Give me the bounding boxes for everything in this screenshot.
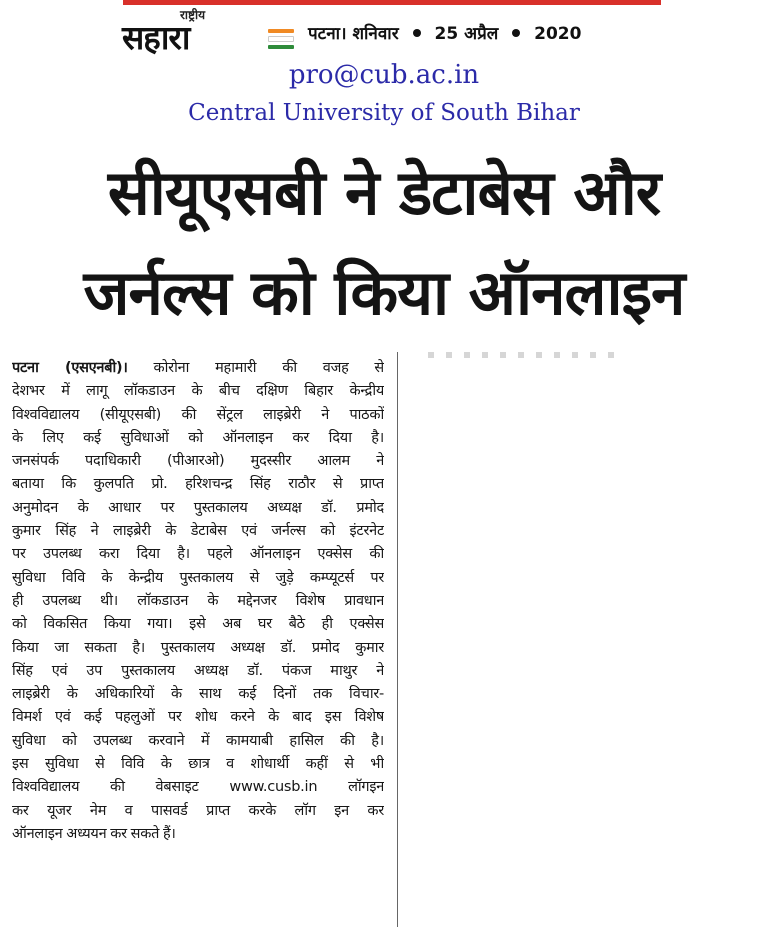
article-line: ही उपलब्ध थी। लॉकडाउन के मद्देनजर विशेष प्रावधान (12, 592, 384, 609)
article-line-text: कोरोना महामारी की वजह से (127, 360, 384, 376)
tricolor-stripes-icon (268, 29, 294, 47)
article-line: इस सुविधा से विवि के छात्र व शोधार्थी कहीं से भी (12, 756, 384, 773)
article-line: सिंह एवं उप पुस्तकालय अध्यक्ष डॉ. पंकज माथुर ने (12, 662, 384, 679)
article-line: देशभर में लागू लॉकडाउन के बीच दक्षिण बिहार केन्द्रीय (12, 383, 384, 400)
headline-line-1: सीयूएसबी ने डेटाबेस और (107, 156, 661, 229)
stripe-saffron (268, 29, 294, 33)
article-line: ऑनलाइन अध्ययन कर सकते हैं। (12, 825, 176, 842)
article-headline (0, 143, 768, 343)
newspaper-logo (122, 6, 297, 60)
contact-email: pro@cub.ac.in (288, 60, 480, 90)
dateline-date: 25 अप्रैल (434, 24, 499, 44)
article-line: विमर्श एवं कई पहलुओं पर शोध करने के बाद इस विशेष (12, 709, 384, 726)
article-line: विश्वविद्यालय (सीयूएसबी) की सेंट्रल लाइब्रेरी ने पाठकों (12, 406, 384, 423)
article-dateline: पटना (एसएनबी)। (12, 360, 128, 376)
article-line: सुविधा को उपलब्ध करवाने में कामयाबी हासिल की है। (12, 732, 384, 749)
article-line: के लिए कई सुविधाओं को ऑनलाइन कर दिया है। (12, 429, 384, 446)
article-line: कुमार सिंह ने लाइब्रेरी के डेटाबेस एवं जर्नल्स को इंटरनेट (12, 523, 384, 540)
article-line: सुविधा विवि के केन्द्रीय पुस्तकालय से जुड़े कम्प्यूटर्स पर (12, 569, 384, 586)
logo-small-text: राष्ट्रीय (180, 8, 206, 22)
stripe-green (268, 45, 294, 49)
article-body (12, 357, 384, 846)
dateline-year: 2020 (534, 24, 582, 44)
article-line-first (12, 357, 384, 380)
dateline-day: शनिवार (352, 24, 399, 44)
bullet-icon (512, 29, 520, 37)
article-line: बताया कि कुलपति प्रो. हरिशचन्द्र सिंह राठौर से प्राप्त (12, 476, 384, 493)
article-line: अनुमोदन के आधार पर पुस्तकालय अध्यक्ष डॉ. प्रमोद (12, 499, 384, 516)
stripe-white (268, 36, 294, 42)
article-line: जनसंपर्क पदाधिकारी (पीआरओ) मुदस्सीर आलम ने (12, 453, 384, 470)
institution-name: Central University of South Bihar (188, 100, 580, 126)
column-divider (397, 352, 398, 927)
logo-main-text: सहारा (122, 18, 190, 57)
article-line: लाइब्रेरी के अधिकारियों के साथ कई दिनों तक विचार- (12, 686, 384, 703)
dateline-city: पटना (308, 24, 341, 44)
article-line: को विकसित किया गया। इसे अब घर बैठे ही एक्सेस (12, 616, 384, 633)
article-line: किया जा सकता है। पुस्तकालय अध्यक्ष डॉ. प्रमोद कुमार (12, 639, 384, 656)
article-line: पर उपलब्ध करा दिया है। पहले ऑनलाइन एक्सेस की (12, 546, 384, 563)
masthead (122, 6, 652, 62)
masthead-top-rule (123, 0, 661, 5)
article-line: कर यूजर नेम व पासवर्ड प्राप्त करके लॉग इन कर (12, 802, 384, 819)
dateline: पटना। शनिवार 25 अप्रैल 2020 (308, 24, 582, 44)
bullet-icon (413, 29, 421, 37)
article-line: विश्वविद्यालय की वेबसाइट www.cusb.in लॉगइन (12, 779, 384, 796)
headline-line-2: जर्नल्स को किया ऑनलाइन (83, 256, 685, 329)
adjacent-column-bleed (428, 352, 618, 358)
